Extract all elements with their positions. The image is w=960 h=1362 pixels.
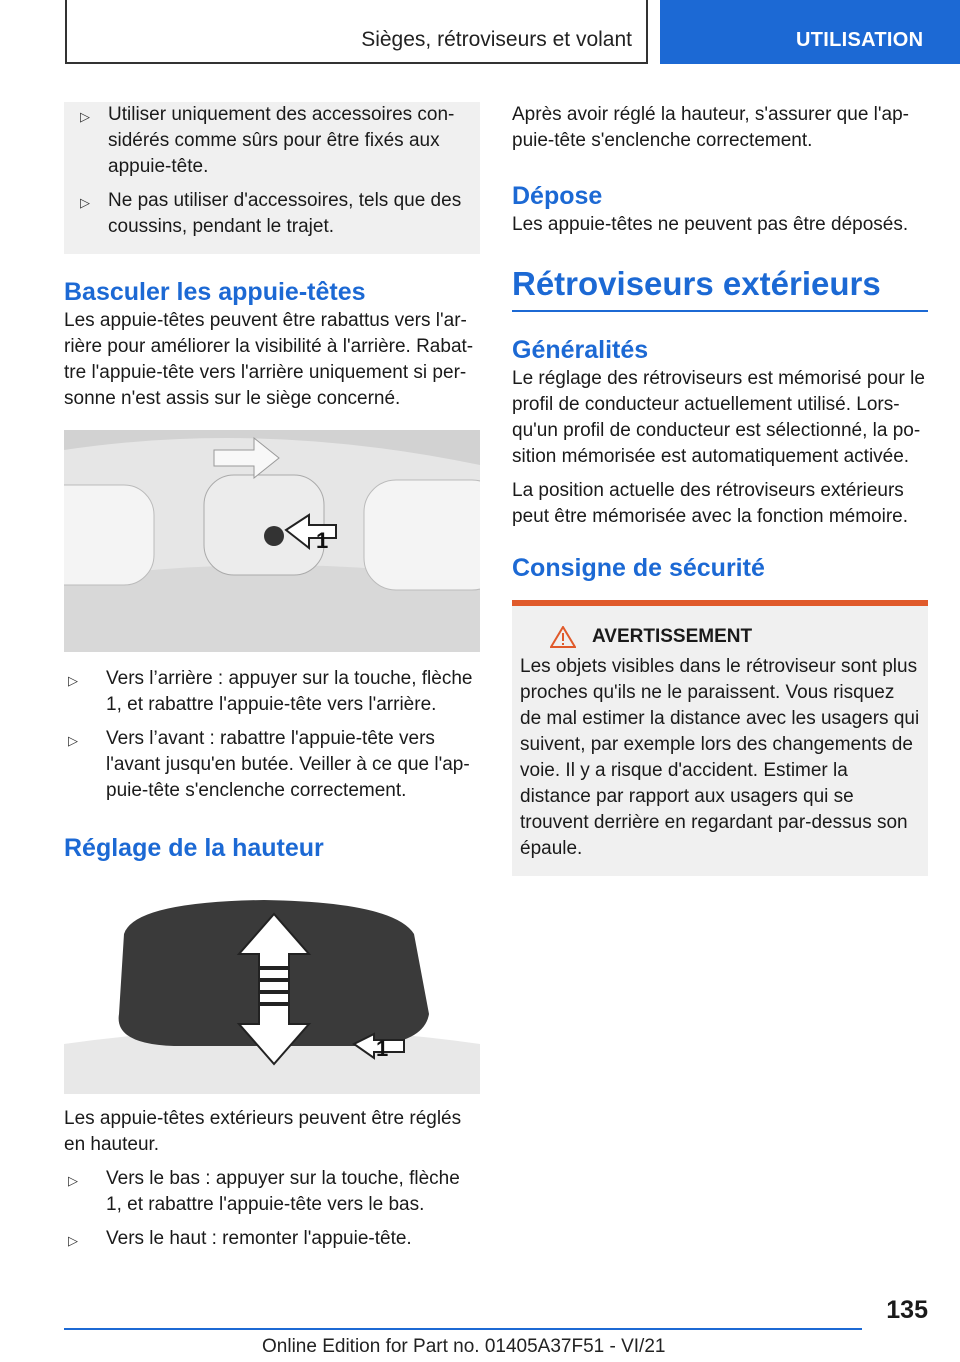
headrest-tilt-illustration (64, 430, 480, 652)
warning-title: AVERTISSEMENT (592, 626, 753, 647)
paragraph-generalites-2: La position actuelle des rétroviseurs extérieurs peut être mémorisée avec la fonction mémoire. (512, 480, 909, 527)
list-item: ▷ Vers le haut : remonter l'appuie-tête. (64, 1226, 480, 1252)
chapter-tab-label: UTILISATION (796, 29, 924, 51)
triangle-bullet-icon: ▷ (68, 733, 78, 748)
triangle-bullet-icon: ▷ (68, 673, 78, 688)
footer-edition: Online Edition for Part no. 01405A37F51 - VI/21 (262, 1336, 666, 1357)
list-item: ▷ Vers l’avant : rabattre l'appuie-tête vers l'avant jusqu'en butée. Veiller à ce que l'ap-puie-tête s'enclenche correctement. (68, 728, 470, 801)
triangle-bullet-icon: ▷ (68, 1233, 78, 1248)
right-column (512, 102, 928, 876)
list-item: ▷ Vers le bas : appuyer sur la touche, flèche 1, et rabattre l'appuie-tête vers le bas. (68, 1168, 460, 1215)
triangle-bullet-icon: ▷ (68, 1173, 78, 1188)
heading-retroviseurs: Rétroviseurs extérieurs (512, 264, 928, 312)
section-title: Sièges, rétroviseurs et volant (361, 28, 632, 51)
note-item: ▷ Ne pas utiliser d'accessoires, tels que des coussins, pendant le trajet. (80, 190, 462, 237)
footer-divider (64, 1328, 862, 1330)
warning-triangle-icon (550, 626, 576, 648)
chapter-tab[interactable] (660, 0, 960, 64)
heading-consigne: Consigne de sécurité (512, 554, 765, 582)
heading-depose: Dépose (512, 182, 603, 210)
note-item: ▷ Utiliser uniquement des accessoires con-sidérés comme sûrs pour être fixés aux appuie-tête. (80, 104, 455, 177)
paragraph-apres: Après avoir réglé la hauteur, s'assurer que l'ap-puie-tête s'enclenche correctement. (512, 104, 909, 151)
heading-basculer: Basculer les appuie-têtes (64, 278, 366, 306)
warning-text: Les objets visibles dans le rétroviseur sont plus proches qu'ils ne le paraissent. Vous risquez de mal estimer la distance avec les usagers qui suivent, par exemple lors des changements de voie. Il y a risque d'accident. Estimer la distance par rapport aux usagers qui se trouvent derrière en regardant par-dessus son épaule. (520, 656, 920, 859)
paragraph-depose: Les appuie-têtes ne peuvent pas être déposés. (512, 214, 909, 235)
section-box (65, 0, 648, 64)
page-number: 135 (886, 1296, 928, 1324)
page-header (0, 0, 960, 66)
callout-label: 1 (376, 1036, 389, 1061)
paragraph-basculer: Les appuie-têtes peuvent être rabattus vers l'ar-rière pour améliorer la visibilité à l'arrière. Rabat-tre l'appuie-tête vers l'arrière uniquement si per-sonne n'est assis sur le siège concerné. (64, 310, 474, 409)
left-column (64, 102, 480, 1260)
triangle-bullet-icon: ▷ (80, 195, 90, 210)
warning-title-row (520, 626, 920, 648)
paragraph-generalites-1: Le réglage des rétroviseurs est mémorisé pour le profil de conducteur actuellement utilisé. Lors-qu'un profil de conducteur est sélectionné, la po-sition mémorisée est automatiquement activée. (512, 368, 925, 467)
paragraph-reglage: Les appuie-têtes extérieurs peuvent être réglés en hauteur. (64, 1108, 462, 1155)
callout-label: 1 (316, 528, 329, 553)
note-box (64, 102, 480, 254)
heading-generalites: Généralités (512, 336, 649, 364)
heading-reglage: Réglage de la hauteur (64, 834, 324, 862)
headrest-height-illustration (64, 894, 480, 1094)
list-item: ▷ Vers l’arrière : appuyer sur la touche, flèche 1, et rabattre l'appuie-tête vers l'arrière. (68, 668, 473, 715)
warning-box (512, 600, 928, 876)
triangle-bullet-icon: ▷ (80, 109, 90, 124)
